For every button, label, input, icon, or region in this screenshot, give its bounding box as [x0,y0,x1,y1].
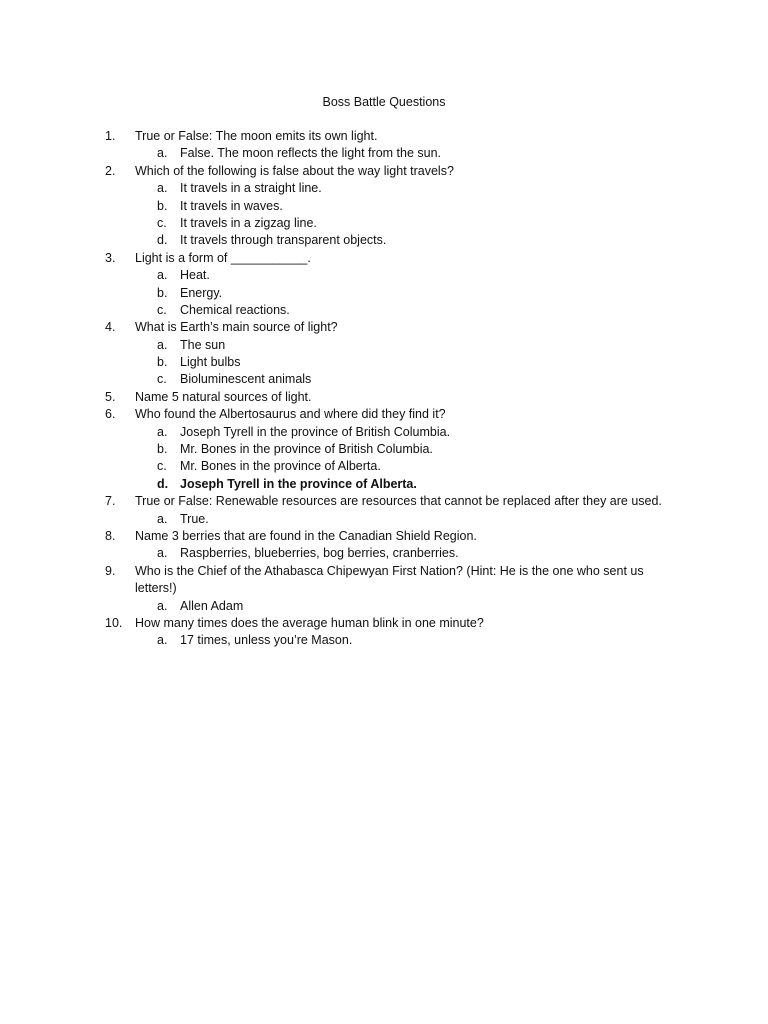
question-text: Light is a form of ___________. [135,250,311,265]
question-text: True or False: The moon emits its own light. [135,129,378,143]
question-text-continued: letters!) [135,581,177,596]
answer-text: Joseph Tyrell in the province of British Columbia. [180,424,451,439]
question-row [0,163,768,180]
page-title: Boss Battle Questions [322,95,446,109]
answer-letter: a. [157,268,168,283]
answer-text: The sun [180,337,226,352]
answer-row [0,371,768,388]
question-text: Who is the Chief of the Athabasca Chipewyan First Nation? (Hint: He is the one who sent us [135,563,644,578]
answer-text: Chemical reactions. [180,302,290,317]
answer-letter: a. [157,546,168,561]
answer-letter: c. [157,302,167,317]
answer-text: It travels through transparent objects. [180,233,387,248]
answer-row [0,441,768,458]
question-text: True or False: Renewable resources are resources that cannot be replaced after they are used. [135,494,662,509]
answer-letter: a. [157,633,168,648]
answer-letter: b. [157,355,168,370]
answer-row [0,337,768,354]
answer-letter: b. [157,442,168,457]
answer-letter: b. [157,198,168,213]
answer-letter: b. [157,285,168,300]
answer-text: It travels in a zigzag line. [180,215,317,230]
question-number: 2. [105,163,116,178]
answer-row [0,424,768,441]
question-row-continued [0,580,768,597]
answer-letter: a. [157,424,168,439]
answer-text: True. [180,511,209,526]
question-number: 3. [105,250,116,265]
answer-row [0,180,768,197]
question-row [0,528,768,545]
answer-letter: a. [157,146,168,161]
answer-row [0,458,768,475]
answer-row [0,545,768,562]
answer-text: False. The moon reflects the light from the sun. [180,146,442,161]
question-number: 5. [105,389,116,404]
answer-row [0,511,768,528]
answer-row [0,215,768,232]
answer-text: Bioluminescent animals [180,372,312,387]
question-row [0,406,768,423]
answer-letter: a. [157,511,168,526]
answer-row [0,232,768,249]
question-number: 7. [105,494,116,509]
answer-row [0,476,768,493]
question-text: What is Earth’s main source of light? [135,320,338,335]
question-row [0,128,768,145]
answer-text: Joseph Tyrell in the province of Alberta. [180,476,417,491]
answer-text: Raspberries, blueberries, bog berries, cranberries. [180,546,459,561]
answer-letter: c. [157,372,167,387]
question-text: Which of the following is false about the way light travels? [135,163,454,178]
question-number: 8. [105,528,116,543]
answer-row [0,267,768,284]
question-row [0,250,768,267]
answer-text: Energy. [180,285,223,300]
question-number: 6. [105,407,116,422]
answer-letter: d. [157,476,169,491]
answer-text: Heat. [180,268,210,283]
question-row [0,563,768,580]
answer-row [0,302,768,319]
question-number: 10. [105,615,123,630]
answer-row [0,198,768,215]
answer-letter: a. [157,337,168,352]
answer-text: Mr. Bones in the province of British Columbia. [180,442,433,457]
question-text: Name 5 natural sources of light. [135,389,312,404]
answer-row [0,145,768,162]
answer-letter: c. [157,459,167,474]
answer-text: Mr. Bones in the province of Alberta. [180,459,381,474]
answer-row [0,598,768,615]
question-row [0,615,768,632]
question-number: 4. [105,320,116,335]
question-row [0,319,768,336]
answer-text: Allen Adam [180,598,244,613]
answer-text: Light bulbs [180,355,241,370]
answer-text: It travels in a straight line. [180,181,322,196]
question-row [0,493,768,510]
question-text: How many times does the average human blink in one minute? [135,615,484,630]
answer-letter: d. [157,233,168,248]
answer-letter: a. [157,598,168,613]
answer-letter: c. [157,215,167,230]
question-number: 1. [105,129,116,143]
question-row [0,389,768,406]
question-text: Who found the Albertosaurus and where did they find it? [135,407,446,422]
answer-row [0,285,768,302]
answer-row [0,354,768,371]
question-number: 9. [105,563,116,578]
answer-letter: a. [157,181,168,196]
question-text: Name 3 berries that are found in the Canadian Shield Region. [135,528,477,543]
answer-text: It travels in waves. [180,198,283,213]
answer-text: 17 times, unless you’re Mason. [180,633,353,648]
question-list [0,128,768,650]
answer-row [0,632,768,649]
